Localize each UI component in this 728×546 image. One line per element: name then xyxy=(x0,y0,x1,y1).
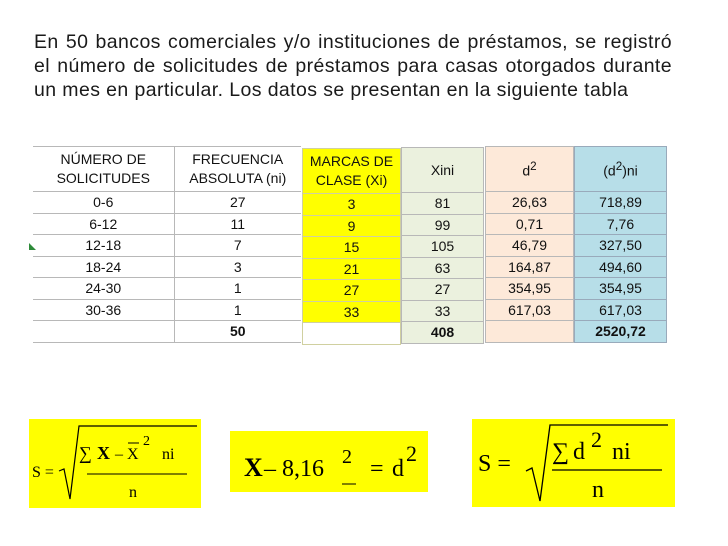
f3-d: d xyxy=(573,439,585,465)
d2-cell: 26,63 xyxy=(486,192,574,214)
table-row xyxy=(575,213,667,235)
total-row xyxy=(33,321,301,343)
empty-cell xyxy=(303,323,401,345)
table-header-row xyxy=(402,148,484,193)
d2ni-cell: 354,95 xyxy=(575,278,667,300)
f1-ni: ni xyxy=(162,446,175,463)
table-row xyxy=(575,192,667,214)
total-row xyxy=(575,321,667,343)
table-row xyxy=(33,299,301,321)
table-row xyxy=(303,280,401,302)
table-row xyxy=(575,235,667,257)
table-row xyxy=(303,237,401,259)
interval-cell: 24-30 xyxy=(33,278,174,300)
table-row xyxy=(575,278,667,300)
d2-cell: 164,87 xyxy=(486,256,574,278)
f2-exp: 2 xyxy=(342,446,352,468)
xi-cell: 15 xyxy=(303,237,401,259)
xi-cell: 33 xyxy=(303,301,401,323)
table-row xyxy=(33,278,301,300)
table-header-row xyxy=(486,147,574,192)
freq-total: 50 xyxy=(174,321,301,343)
freq-cell: 11 xyxy=(174,213,301,235)
f1-n: n xyxy=(129,484,137,501)
interval-cell: 6-12 xyxy=(33,213,174,235)
header-d2ni-open: (d xyxy=(603,162,616,179)
d2-cell: 46,79 xyxy=(486,235,574,257)
f2-minus-value: – 8,16 xyxy=(264,456,324,482)
table-header-row xyxy=(575,147,667,192)
f3-n: n xyxy=(592,477,604,503)
interval-cell: 0-6 xyxy=(33,192,174,214)
class-marks-table xyxy=(302,148,401,345)
table-row xyxy=(486,192,574,214)
total-row xyxy=(402,322,484,344)
f1-x: X xyxy=(97,443,110,463)
freq-cell: 1 xyxy=(174,299,301,321)
table-row xyxy=(33,235,301,257)
table-row xyxy=(33,213,301,235)
f2-d-exp: 2 xyxy=(406,441,417,466)
f2-d: d xyxy=(392,456,404,482)
header-d2-base: d xyxy=(522,162,531,179)
table-row xyxy=(575,299,667,321)
d2ni-cell: 494,60 xyxy=(575,256,667,278)
empty-cell xyxy=(486,321,574,343)
freq-cell: 3 xyxy=(174,256,301,278)
table-row xyxy=(33,256,301,278)
formula-std-dev-d2 xyxy=(472,419,675,507)
xini-table xyxy=(401,147,484,344)
header-solicitudes-line2: SOLICITUDES xyxy=(56,170,150,186)
f1-minus: – xyxy=(115,446,123,463)
f1-s-eq: S = xyxy=(32,464,54,481)
interval-cell: 30-36 xyxy=(33,299,174,321)
header-solicitudes-line1: NÚMERO DE xyxy=(60,151,147,167)
xini-total: 408 xyxy=(402,322,484,344)
header-marcas-line2: CLASE (Xi) xyxy=(315,172,388,188)
f3-s-eq: S = xyxy=(478,451,511,477)
table-row xyxy=(486,256,574,278)
table-row xyxy=(303,258,401,280)
f1-sigma: ∑ xyxy=(79,443,92,463)
f1-xbar: X xyxy=(127,446,139,463)
d2ni-cell: 7,76 xyxy=(575,213,667,235)
header-marcas xyxy=(303,149,401,194)
table-row xyxy=(402,193,484,215)
xi-cell: 21 xyxy=(303,258,401,280)
table-row xyxy=(402,257,484,279)
frequency-table xyxy=(33,146,301,343)
table-row xyxy=(402,236,484,258)
total-row xyxy=(303,323,401,345)
header-xini: Xini xyxy=(402,148,484,193)
d2-cell: 354,95 xyxy=(486,278,574,300)
d2ni-total: 2520,72 xyxy=(575,321,667,343)
freq-cell: 7 xyxy=(174,235,301,257)
d2ni-cell: 718,89 xyxy=(575,192,667,214)
empty-cell xyxy=(33,321,174,343)
d2-cell: 0,71 xyxy=(486,213,574,235)
d2-table xyxy=(485,146,574,343)
formula-d-squared-svg xyxy=(230,431,428,492)
xini-cell: 33 xyxy=(402,300,484,322)
d2ni-cell: 327,50 xyxy=(575,235,667,257)
f3-ni: ni xyxy=(612,439,631,465)
header-d2 xyxy=(486,147,574,192)
header-frecuencia xyxy=(174,147,301,192)
table-row xyxy=(486,213,574,235)
intro-paragraph: En 50 bancos comerciales y/o instituciones de préstamos, se registró el número de solicitudes de préstamos para casas otorgados durante un mes en particular. Los datos se presentan en la siguiente tabla xyxy=(34,31,672,101)
xini-cell: 81 xyxy=(402,193,484,215)
interval-cell: 12-18 xyxy=(33,235,174,257)
table-header-row xyxy=(303,149,401,194)
f1-exp: 2 xyxy=(143,434,150,449)
f3-sigma: ∑ xyxy=(552,439,570,465)
header-d2ni-sup: 2 xyxy=(615,160,623,174)
interval-cell: 18-24 xyxy=(33,256,174,278)
xi-cell: 9 xyxy=(303,215,401,237)
formula-std-dev-general-svg xyxy=(29,419,201,508)
formula-std-dev-d2-svg xyxy=(472,419,675,507)
total-row xyxy=(486,321,574,343)
table-row xyxy=(303,301,401,323)
d2ni-cell: 617,03 xyxy=(575,299,667,321)
table-row xyxy=(575,256,667,278)
table-row xyxy=(303,194,401,216)
table-row xyxy=(486,278,574,300)
freq-cell: 27 xyxy=(174,192,301,214)
formula-std-dev-general xyxy=(29,419,201,508)
header-d2-sup: 2 xyxy=(530,160,537,174)
header-d2ni xyxy=(575,147,667,192)
xi-cell: 27 xyxy=(303,280,401,302)
xini-cell: 99 xyxy=(402,214,484,236)
f3-exp: 2 xyxy=(591,427,602,452)
header-solicitudes xyxy=(33,147,174,192)
xini-cell: 63 xyxy=(402,257,484,279)
xi-cell: 3 xyxy=(303,194,401,216)
d2ni-table xyxy=(574,146,667,343)
table-row xyxy=(303,215,401,237)
table-row xyxy=(33,192,301,214)
header-frecuencia-line1: FRECUENCIA xyxy=(192,151,284,167)
xini-cell: 105 xyxy=(402,236,484,258)
f2-x: X xyxy=(244,453,263,482)
table-header-row xyxy=(33,147,301,192)
f2-eq: = xyxy=(370,456,384,482)
header-d2ni-close: )ni xyxy=(622,162,638,179)
header-marcas-line1: MARCAS DE xyxy=(309,153,394,169)
d2-cell: 617,03 xyxy=(486,299,574,321)
formula-d-squared xyxy=(230,431,428,492)
table-row xyxy=(402,279,484,301)
freq-cell: 1 xyxy=(174,278,301,300)
table-row xyxy=(486,235,574,257)
table-row xyxy=(486,299,574,321)
header-frecuencia-line2: ABSOLUTA (ni) xyxy=(189,170,287,186)
table-row xyxy=(402,300,484,322)
xini-cell: 27 xyxy=(402,279,484,301)
table-row xyxy=(402,214,484,236)
